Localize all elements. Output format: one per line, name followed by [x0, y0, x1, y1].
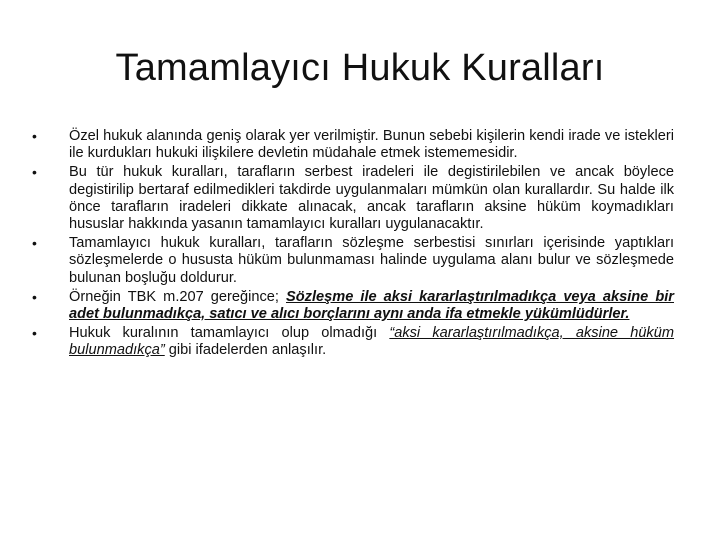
bullet-marker: • — [32, 235, 37, 252]
bullet-item-3 — [32, 235, 674, 287]
bullet-text: Özel hukuk alanında geniş olarak yer verilmiştir. Bunun sebebi kişilerin kendi irade ve istekleri ile kurdukları hukuki ilişkilere devletin müdahale etmek istememesidir. — [69, 128, 674, 162]
bullet-text: Örneğin TBK m.207 gereğince; — [69, 288, 286, 305]
slide-title: Tamamlayıcı Hukuk Kuralları — [115, 47, 605, 89]
bullet-list — [32, 128, 674, 362]
bullet-marker: • — [32, 128, 37, 144]
bullet-text: Hukuk kuralının tamamlayıcı olup olmadığı — [69, 325, 390, 342]
bullet-text: gibi ifadelerden anlaşılır. — [164, 342, 327, 359]
bullet-item-1 — [32, 128, 674, 162]
bullet-item-4 — [32, 289, 674, 323]
bullet-text: Tamamlayıcı hukuk kuralları, tarafların sözleşme serbestisi sınırları içerisinde yaptıkları sözleşmelerde o hususta hüküm bulunmaması halinde uygulama alanı bulur ve sözleşmede bulunan boşluğu doldurur. — [69, 235, 674, 286]
bullet-marker: • — [32, 288, 37, 305]
bullet-text: Bu tür hukuk kuralları, tarafların serbest iradeleri ile degistirilebilen ve ancak böylece degistirilip bertaraf edilmedikleri takdirde uygulanmaları mümkün olan kurallardır. Su halde ilk önce tarafların iradeleri dikkate alınacak, ancak tarafların aksine hüküm koymadıkları hususlar hakkında yasanın tamamlayıcı kuralları uygulanacaktır. — [69, 164, 674, 233]
emphasized-quote: Sözleşme ile aksi kararlaştırılmadıkça veya aksine bir adet bulunmadıkça, satıcı ve alıcı borçlarını aynı anda ifa etmekle yükümlüdürler. — [69, 288, 674, 323]
emphasized-quote: “aksi kararlaştırılmadıkça, aksine hüküm bulunmadıkça” — [69, 325, 675, 359]
bullet-marker: • — [32, 325, 37, 342]
bullet-marker: • — [32, 164, 37, 181]
bullet-item-5 — [32, 325, 674, 359]
bullet-item-2 — [32, 164, 674, 233]
